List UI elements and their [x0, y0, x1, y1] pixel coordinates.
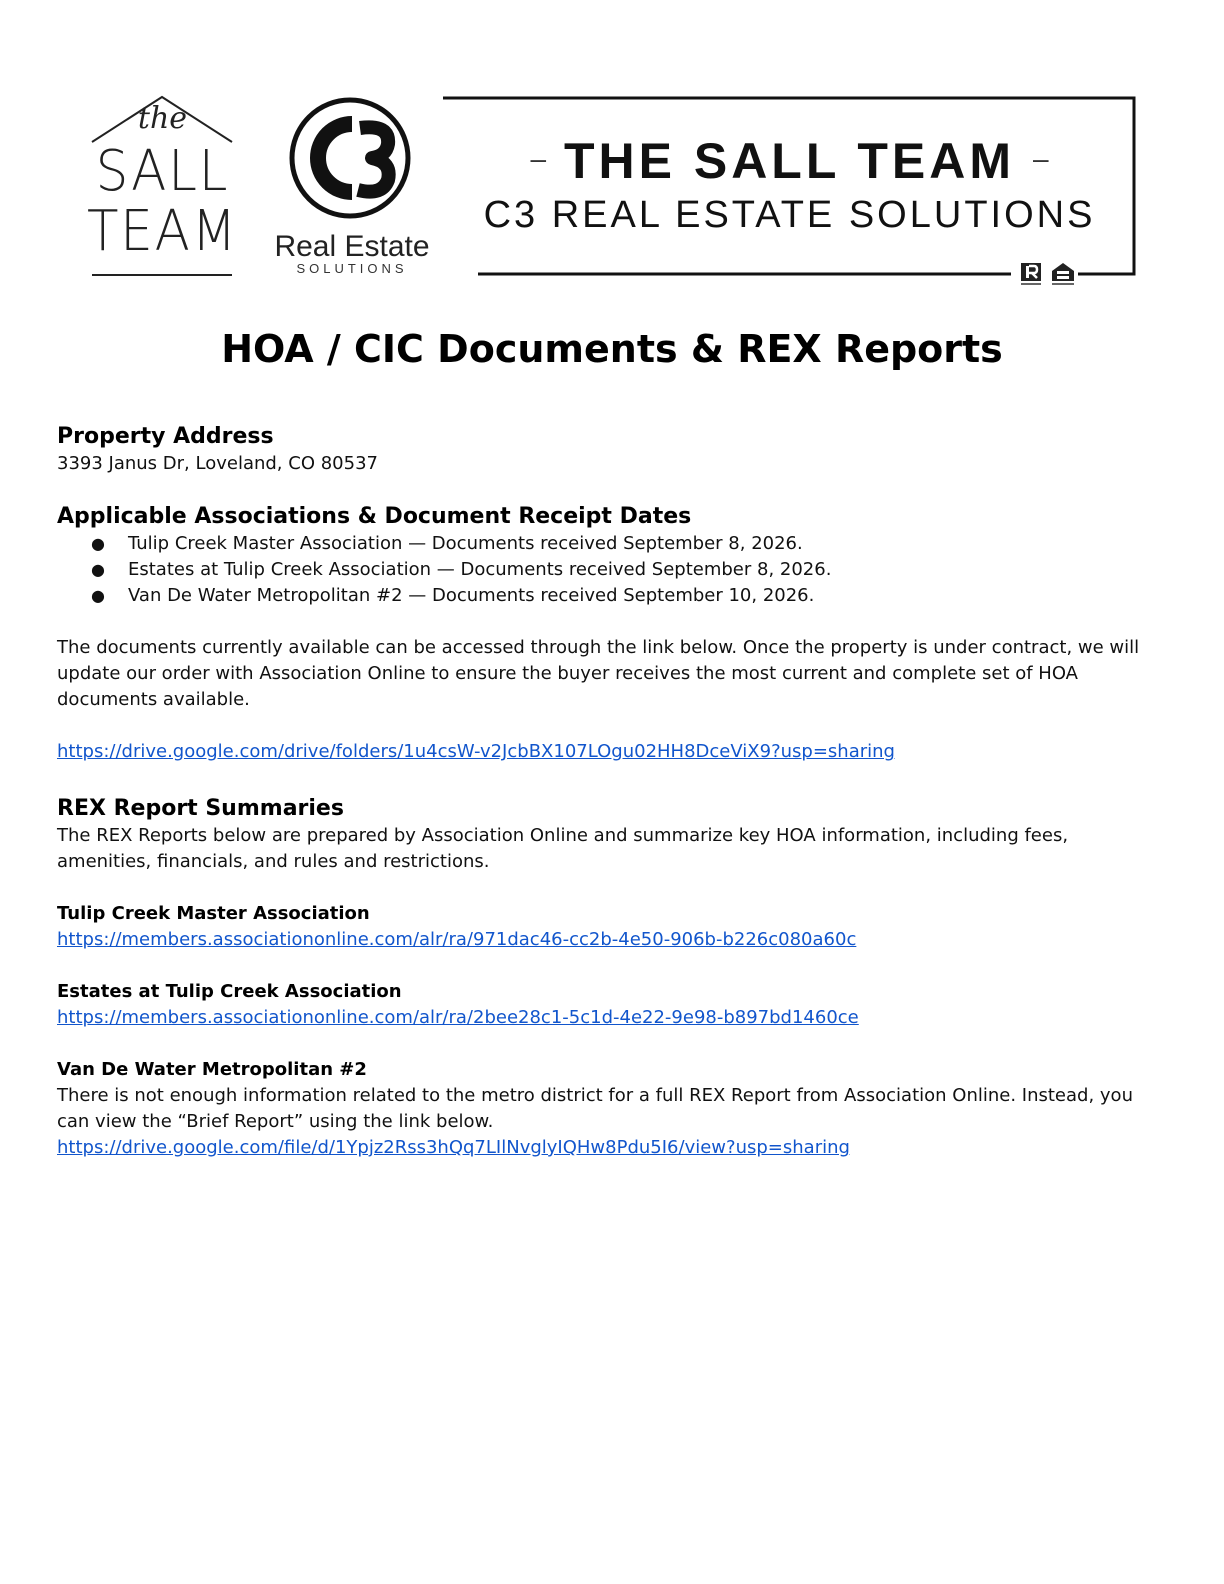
- associations-list: [57, 531, 1167, 609]
- rex-report-name: Van De Water Metropolitan #2: [57, 1059, 367, 1080]
- c3-real-estate-logo: [256, 96, 448, 282]
- realtor-icon: [1020, 262, 1044, 288]
- documents-folder-link[interactable]: https://drive.google.com/drive/folders/1u4csW-v2JcbBX107LOgu02HH8DceViX9?usp=sharing: [57, 741, 895, 762]
- rex-report-name: Estates at Tulip Creek Association: [57, 981, 402, 1002]
- sall-team-logo: [80, 92, 245, 282]
- brief-report-link[interactable]: https://drive.google.com/file/d/1Ypjz2Rss3hQq7LIlNvglyIQHw8Pdu5I6/view?usp=sharing: [57, 1137, 850, 1158]
- banner-dash-right: –: [1032, 143, 1049, 174]
- association-item-text: Van De Water Metropolitan #2 — Documents received September 10, 2026.: [128, 585, 815, 606]
- rex-report-link[interactable]: https://members.associationonline.com/alr/ra/2bee28c1-5c1d-4e22-9e98-b897bd1460ce: [57, 1007, 859, 1028]
- banner-title-text: THE SALL TEAM: [563, 133, 1016, 189]
- rex-description: The REX Reports below are prepared by Association Online and summarize key HOA information, including fees, amenities, financials, and rules and restrictions.: [57, 825, 1069, 872]
- list-item: [57, 583, 1167, 609]
- associations-heading: Applicable Associations & Document Receipt Dates: [57, 504, 692, 529]
- team-banner: [443, 96, 1136, 292]
- property-address-heading: Property Address: [57, 424, 274, 449]
- brief-report-note: There is not enough information related to the metro district for a full REX Report from Association Online. Instead, you can view the “Brief Report” using the link below.: [57, 1085, 1133, 1132]
- header-logos: [0, 0, 1224, 300]
- c3-logo-real-estate: Real Estate: [274, 230, 430, 263]
- sall-logo-the: the: [137, 101, 188, 136]
- banner-subtitle: C3 REAL ESTATE SOLUTIONS: [483, 194, 1096, 236]
- property-address: 3393 Janus Dr, Loveland, CO 80537: [57, 453, 378, 474]
- sall-logo-sall: SALL: [95, 139, 230, 204]
- association-item-text: Estates at Tulip Creek Association — Documents received September 8, 2026.: [128, 559, 832, 580]
- sall-logo-team: TEAM: [86, 199, 239, 264]
- c3-logo-solutions: SOLUTIONS: [296, 261, 408, 276]
- bullet-icon: ●: [91, 586, 105, 605]
- c3-mark-icon: [282, 96, 422, 220]
- intro-paragraph: The documents currently available can be accessed through the link below. Once the property is under contract, we will update our order with Association Online to ensure the buyer receives the most current and complete set of HOA documents available.: [57, 637, 1140, 710]
- banner-dash-left: –: [530, 143, 547, 174]
- rex-report-name: Tulip Creek Master Association: [57, 903, 370, 924]
- rex-report-link[interactable]: https://members.associationonline.com/alr/ra/971dac46-cc2b-4e50-906b-b226c080a60c: [57, 929, 857, 950]
- document-body: [57, 423, 1167, 1161]
- association-item-text: Tulip Creek Master Association — Documents received September 8, 2026.: [128, 533, 803, 554]
- banner-title: [443, 133, 1136, 189]
- bullet-icon: ●: [91, 534, 105, 553]
- page-title: HOA / CIC Documents & REX Reports: [221, 327, 1003, 371]
- list-item: [57, 531, 1167, 557]
- equal-housing-opportunity-icon: [1050, 262, 1076, 288]
- rex-summaries-heading: REX Report Summaries: [57, 796, 344, 821]
- bullet-icon: ●: [91, 560, 105, 579]
- list-item: [57, 557, 1167, 583]
